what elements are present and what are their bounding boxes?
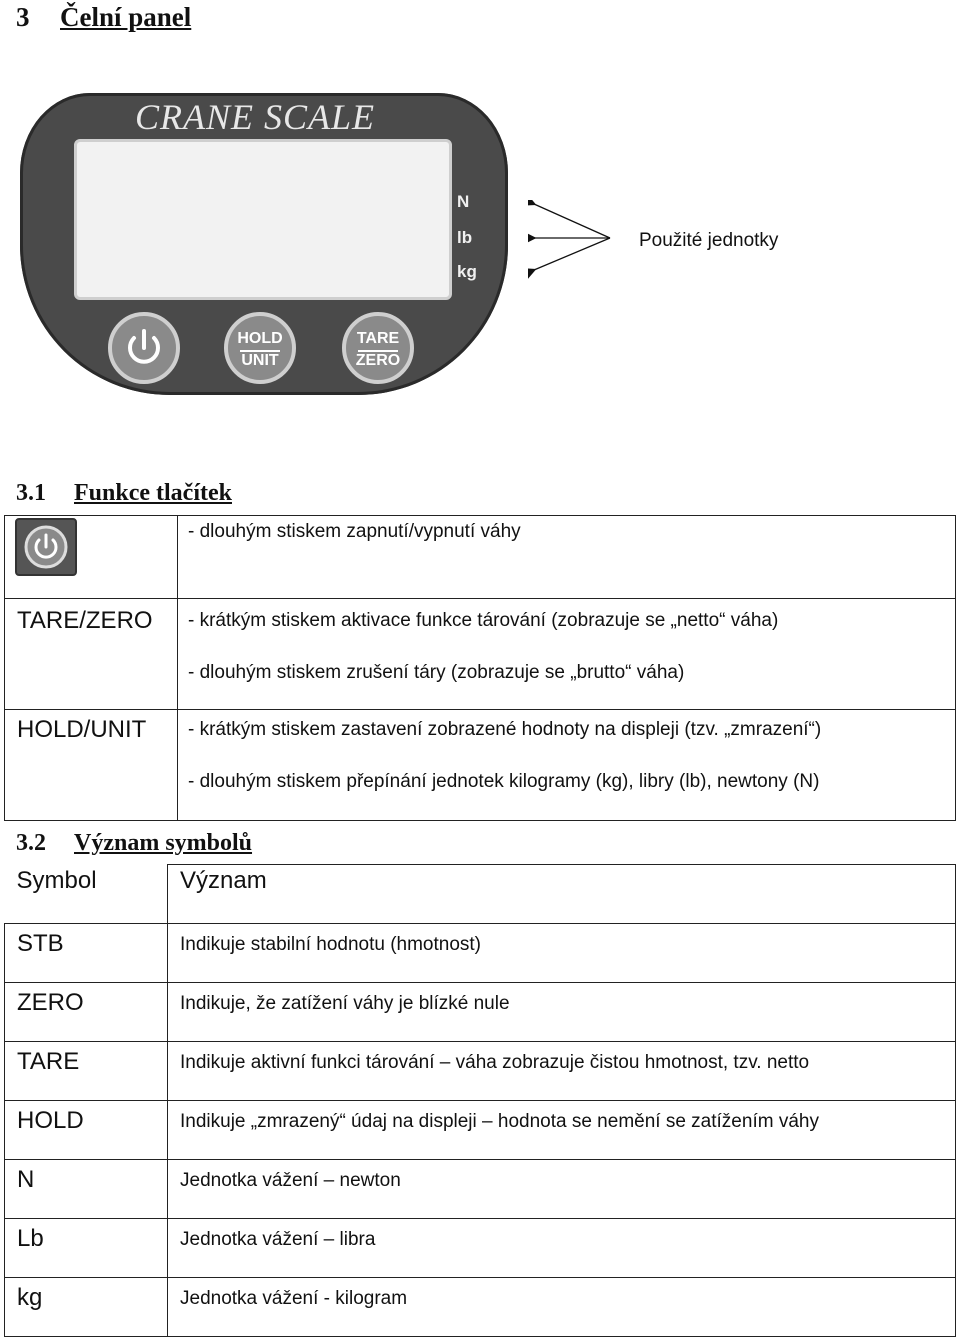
meaning-cell: Indikuje „zmrazený“ údaj na displeji – hodnota se nemění se zatížením váhy (168, 1100, 956, 1159)
button-functions-table (4, 515, 956, 821)
table-row (5, 982, 956, 1041)
unit-lb-label: lb (457, 228, 473, 247)
symbol-cell: ZERO (5, 982, 168, 1041)
power-icon (17, 520, 75, 574)
symbol-cell: N (5, 1159, 168, 1218)
table-row (5, 1100, 956, 1159)
symbol-cell: HOLD (5, 1100, 168, 1159)
tare-zero-label: TARE/ZERO (5, 599, 178, 710)
description-line: - krátkým stiskem zastavení zobrazené hodnoty na displeji (tzv. „zmrazení“) (188, 719, 822, 740)
subsection-heading-3-1 (16, 480, 232, 507)
symbol-cell: TARE (5, 1041, 168, 1100)
meaning-cell: Indikuje aktivní funkci tárování – váha zobrazuje čistou hmotnost, tzv. netto (168, 1041, 956, 1100)
meaning-cell: Indikuje, že zatížení váhy je blízké nule (168, 982, 956, 1041)
description-line: - krátkým stiskem aktivace funkce tárování (zobrazuje se „netto“ váha) (188, 610, 779, 631)
table-row (5, 923, 956, 982)
units-callout: Použité jednotky (639, 230, 779, 251)
table-row (5, 1159, 956, 1218)
unit-kg-label: kg (457, 262, 477, 281)
table-row (5, 1277, 956, 1336)
table-row (5, 710, 956, 821)
power-icon (112, 316, 176, 380)
section-heading (16, 2, 191, 33)
hold-unit-button[interactable] (224, 312, 296, 384)
symbol-cell: Lb (5, 1218, 168, 1277)
tare-zero-button[interactable] (342, 312, 414, 384)
description-line: - dlouhým stiskem zrušení táry (zobrazuje se „brutto“ váha) (188, 662, 685, 683)
subsection-number: 3.2 (16, 830, 46, 856)
subsection-title: Význam symbolů (74, 830, 253, 856)
hold-unit-label: HOLD/UNIT (5, 710, 178, 821)
lcd-display (74, 139, 452, 300)
symbol-column-header: Symbol (16, 866, 97, 894)
subsection-title: Funkce tlačítek (74, 480, 232, 506)
unit-label: UNIT (241, 352, 279, 369)
meaning-cell: Indikuje stabilní hodnotu (hmotnost) (168, 923, 956, 982)
section-number: 3 (16, 2, 30, 32)
description-line: - dlouhým stiskem zapnutí/vypnutí váhy (188, 521, 521, 542)
tare-zero-description-cell (178, 599, 956, 710)
meaning-column-header: Význam (168, 865, 956, 924)
symbol-cell: STB (5, 923, 168, 982)
power-symbol-cell (5, 516, 178, 599)
symbol-cell: kg (5, 1277, 168, 1336)
meaning-cell: Jednotka vážení – libra (168, 1218, 956, 1277)
hold-unit-description-cell (178, 710, 956, 821)
subsection-number: 3.1 (16, 480, 46, 506)
callout-arrows (528, 200, 618, 280)
symbols-table (4, 864, 956, 1337)
power-button[interactable] (108, 312, 180, 384)
table-row (5, 516, 956, 599)
table-header-row (5, 865, 956, 924)
power-description-cell (178, 516, 956, 599)
tare-label: TARE (356, 330, 400, 347)
meaning-cell: Jednotka vážení - kilogram (168, 1277, 956, 1336)
description-line: - dlouhým stiskem přepínání jednotek kilogramy (kg), libry (lb), newtony (N) (188, 771, 820, 792)
table-row (5, 1041, 956, 1100)
section-title: Čelní panel (60, 2, 192, 32)
subsection-heading-3-2 (16, 830, 252, 857)
power-button-symbol (15, 518, 77, 576)
unit-n-label: N (457, 192, 470, 211)
hold-label: HOLD (237, 330, 283, 347)
zero-label: ZERO (355, 352, 401, 369)
meaning-cell: Jednotka vážení – newton (168, 1159, 956, 1218)
table-row (5, 599, 956, 710)
panel-title: CRANE SCALE (134, 97, 375, 137)
table-row (5, 1218, 956, 1277)
